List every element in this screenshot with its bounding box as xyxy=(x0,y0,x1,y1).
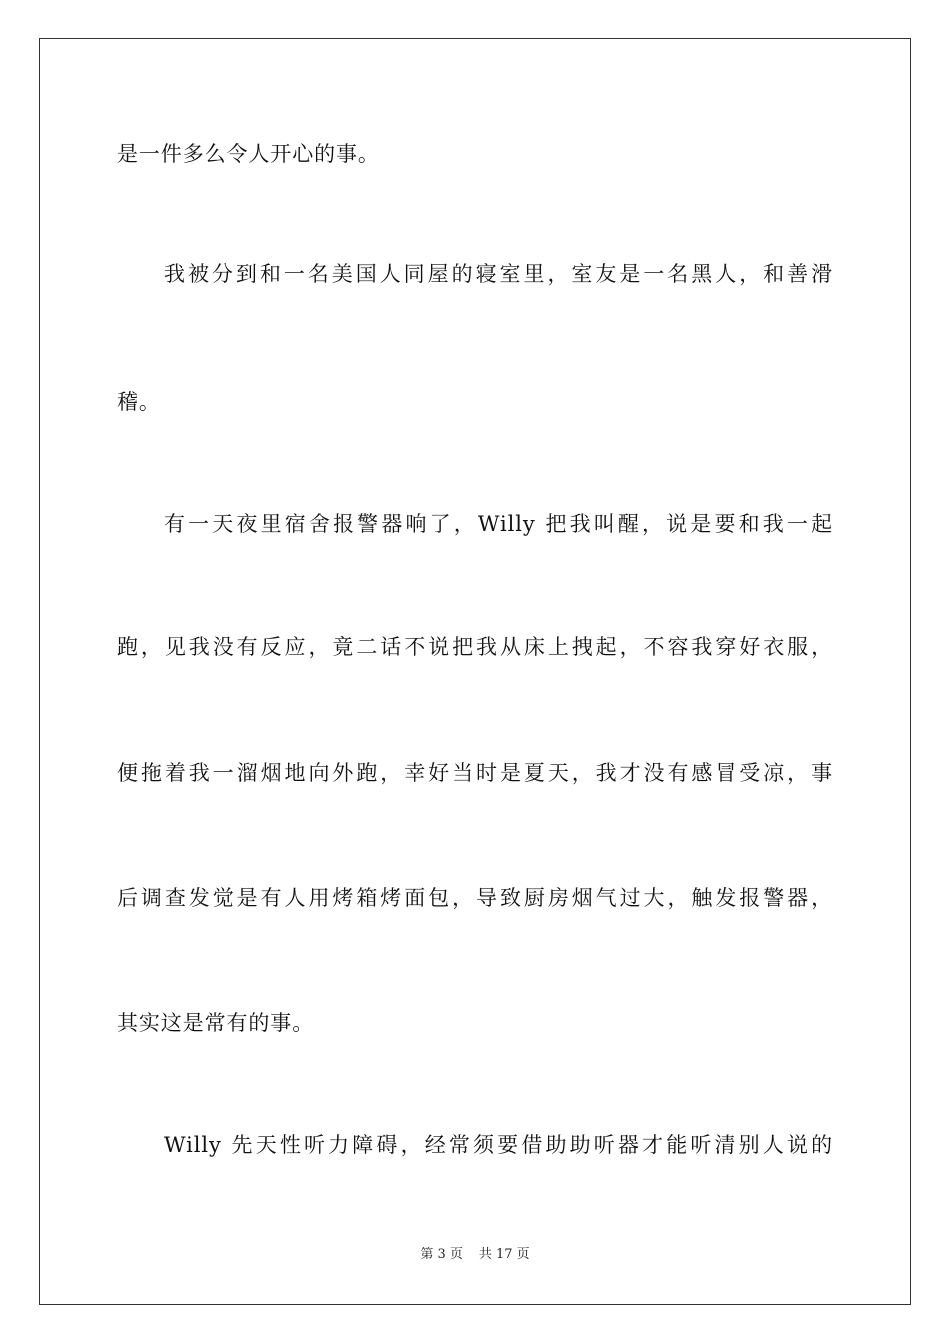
page-border xyxy=(39,38,911,1305)
text-line: 跑，见我没有反应，竟二话不说把我从床上拽起，不容我穿好衣服， xyxy=(117,635,833,659)
text-line: 其实这是常有的事。 xyxy=(117,1011,315,1035)
text-line: 是一件多么令人开心的事。 xyxy=(117,142,380,166)
text-line: 后调查发觉是有人用烤箱烤面包，导致厨房烟气过大，触发报警器， xyxy=(117,886,833,910)
text-line: 便拖着我一溜烟地向外跑，幸好当时是夏天，我才没有感冒受凉，事 xyxy=(117,761,833,785)
text-line: 稽。 xyxy=(117,390,161,414)
page-footer xyxy=(0,1246,950,1264)
page-total: 共 17 页 xyxy=(478,1247,530,1262)
page-number: 第 3 页 xyxy=(420,1247,463,1262)
paragraph-first-line: Willy 先天性听力障碍，经常须要借助助听器才能听清别人说的 xyxy=(164,1133,833,1157)
paragraph-first-line: 我被分到和一名美国人同屋的寝室里，室友是一名黑人，和善滑 xyxy=(164,262,833,286)
paragraph-first-line: 有一天夜里宿舍报警器响了，Willy 把我叫醒，说是要和我一起 xyxy=(164,512,833,536)
